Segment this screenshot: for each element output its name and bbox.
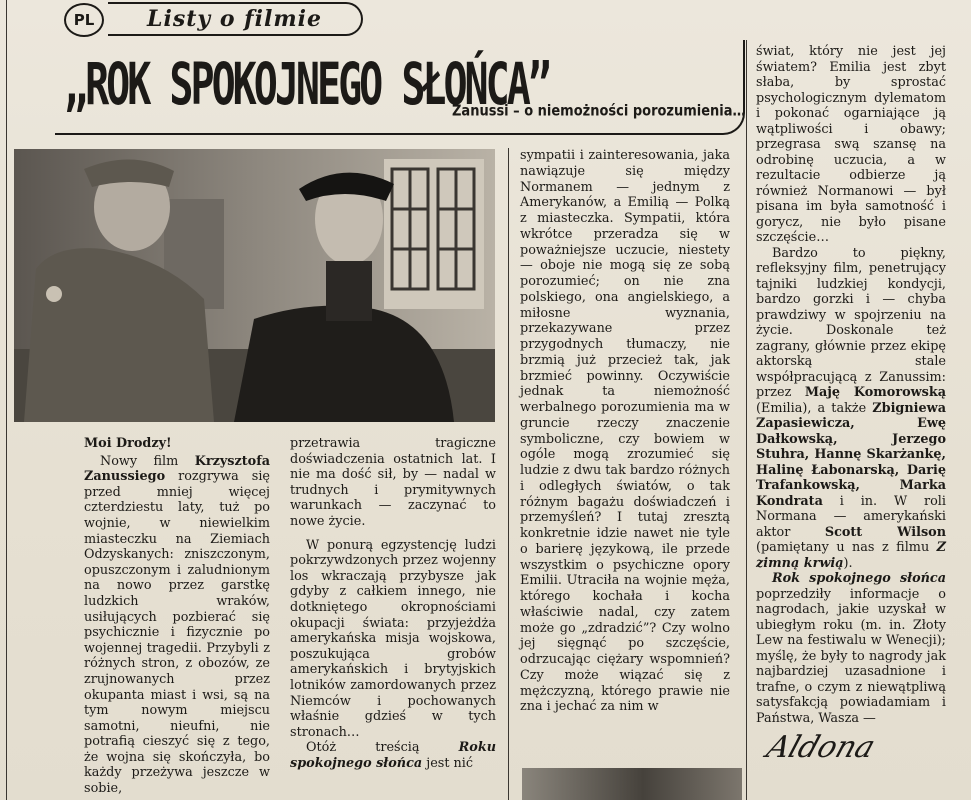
text-run: rozgrywa się przed mniej więcej czterdziestu laty, tuż po wojnie, w niewielkim miasteczku na Ziemiach Odzyskanych: zniszczonym, opuszczonym i zaludnionym na nowo przez garstkę ludzkich wraków, usiłujących pozbierać się psychicznie i fizycznie po wojennej tragedii. Przybyli z różnych stron, z obozów, ze zrujnowanych przez okupanta miast i wsi, są na tym nowym miejscu samotni, nieufni, nie potrafią cieszyć się z tego, że wojna się skończyła, bo każdy przeżywa jeszcze w sobie, xyxy=(84,469,270,797)
text-run: ). xyxy=(843,555,853,571)
text-run: Otóż treścią xyxy=(306,740,459,756)
paragraph xyxy=(290,740,496,771)
paragraph xyxy=(84,454,270,797)
film-still-icon xyxy=(14,149,495,422)
paragraph: świat, który nie jest jej światem? Emilia jest zbyt słaba, by sprostać psychologicznym dylematom i pokonać ogarniające ją wątpliwości i obawy; przegrasa swą szansę na odrobinę uczucia, a w rezultacie odbierze ją również Normanowi — był pisana im była samotność i gorycz, nie było pisane szczęście… xyxy=(756,44,946,245)
paragraph: W ponurą egzystencję ludzi pokrzywdzonych przez wojenny los wkraczają przybysze jak gdyby z całkiem innego, nie dotkniętego okropnościami okupacji świata: przyjeżdża amerykańska misja wojskowa, poszukująca grobów amerykańskich i brytyjskich lotników zamordowanych przez Niemców i pochowanych właśnie gdzieś w tych stronach… xyxy=(290,537,496,740)
text-run: jest nić xyxy=(422,755,474,771)
text-run: poprzedziły informacje o nagrodach, jakie uzyskał w ubiegłym roku (m. in. Złoty Lew na festiwalu w Wenecji); myślę, że były to nagrody jak najbardziej uzasadnione i trafne, o czym z niewątpliwą satysfakcją powiadamiam i Państwa, Wasza — xyxy=(756,586,946,726)
column-divider xyxy=(746,40,747,800)
article-column-3 xyxy=(520,148,730,715)
next-photo-fragment xyxy=(522,768,742,800)
article-column-1 xyxy=(84,436,270,797)
article-title: „ROK SPOKOJNEGO SŁOŃCA” xyxy=(64,51,549,119)
paragraph: przetrawia tragiczne doświadczenia ostatnich lat. I nie ma dość sił, by — nadal w trudnych i prymitywnych warunkach — zaczynać to nowe życie. xyxy=(290,436,496,529)
article-subtitle: Zanussi – o niemożności porozumienia… xyxy=(452,102,746,121)
text-run: i in. W roli Normana — amerykański aktor xyxy=(756,493,946,540)
language-badge: PL xyxy=(64,3,104,37)
film-title: Z zimną krwią xyxy=(756,540,946,571)
director-name: Krzysztofa Zanussiego xyxy=(84,453,270,485)
greeting: Moi Drodzy! xyxy=(84,436,172,451)
text-run: (Emilia), a także xyxy=(756,400,873,416)
actor-names: Zbigniewa Zapasiewicza, Ewę Dałkowską, Jerzego Stuhra, Hannę Skarżankę, Halinę Łabonarską, Darię Trafankowską, Marka Kondrata xyxy=(756,400,946,509)
author-signature: Aldona xyxy=(762,730,880,765)
text-run: Bardzo to piękny, refleksyjny film, penetrujący tajniki ludzkiej kondycji, bardzo gorzki i — chyba prawdziwy w spojrzeniu na życie. Doskonale też zagrany, głównie przez ekipę aktorską stale współpracującą z Zanussim: przez xyxy=(756,245,946,400)
text-run: (pamiętany u nas z filmu xyxy=(756,540,937,555)
film-still-photo xyxy=(14,149,495,422)
section-rubric: Listy o filmie xyxy=(108,2,363,36)
article-column-2 xyxy=(290,436,496,771)
film-title: Roku spokojnego słońca xyxy=(290,740,496,771)
article-column-4 xyxy=(756,44,946,726)
text-run: Nowy film xyxy=(100,453,195,469)
page-edge-line xyxy=(6,0,7,800)
film-title: Rok spokojnego słońca xyxy=(772,571,946,586)
actor-name: Maję Komorowską xyxy=(804,385,947,400)
actor-name: Scott Wilson xyxy=(824,524,946,540)
paragraph xyxy=(756,571,946,726)
paragraph xyxy=(756,246,946,572)
paragraph: sympatii i zainteresowania, jaka nawiązuje się między Normanem — jednym z Amerykanów, a Emilią — Polką z miasteczka. Sympatii, która wkrótce przeradza się w poważniejsze uczucie, niestety — oboje nie mogą się ze sobą porozumieć; on nie zna polskiego, ona angielskiego, a miłosne wyznania, przekazywane przez przygodnych tłumaczy, nie brzmią już przecież tak, jak brzmieć powinny. Oczywiście jednak ta niemożność werbalnego porozumienia ma w gruncie rzeczy znaczenie symboliczne, czy bowiem w ogóle mogą zrozumieć się ludzie z dwu tak bardzo różnych i odległych światów, o tak różnym bagażu doświadczeń i przemyśleń? I tutaj zresztą konkretnie idzie nawet nie tyle o barierę językową, ile przede wszystkim o psychiczne opory Emilii. Utraciła na wojnie męża, którego kochała i kocha właściwie nadal, czy zatem może go „zdradzić”? Czy wolno jej sięgnąć po szczęście, odrzucając ciężary wspomnień? Czy może wiązać się z mężczyzną, którego prawie nie zna i jechać za nim w xyxy=(520,148,730,715)
column-divider xyxy=(508,148,509,800)
